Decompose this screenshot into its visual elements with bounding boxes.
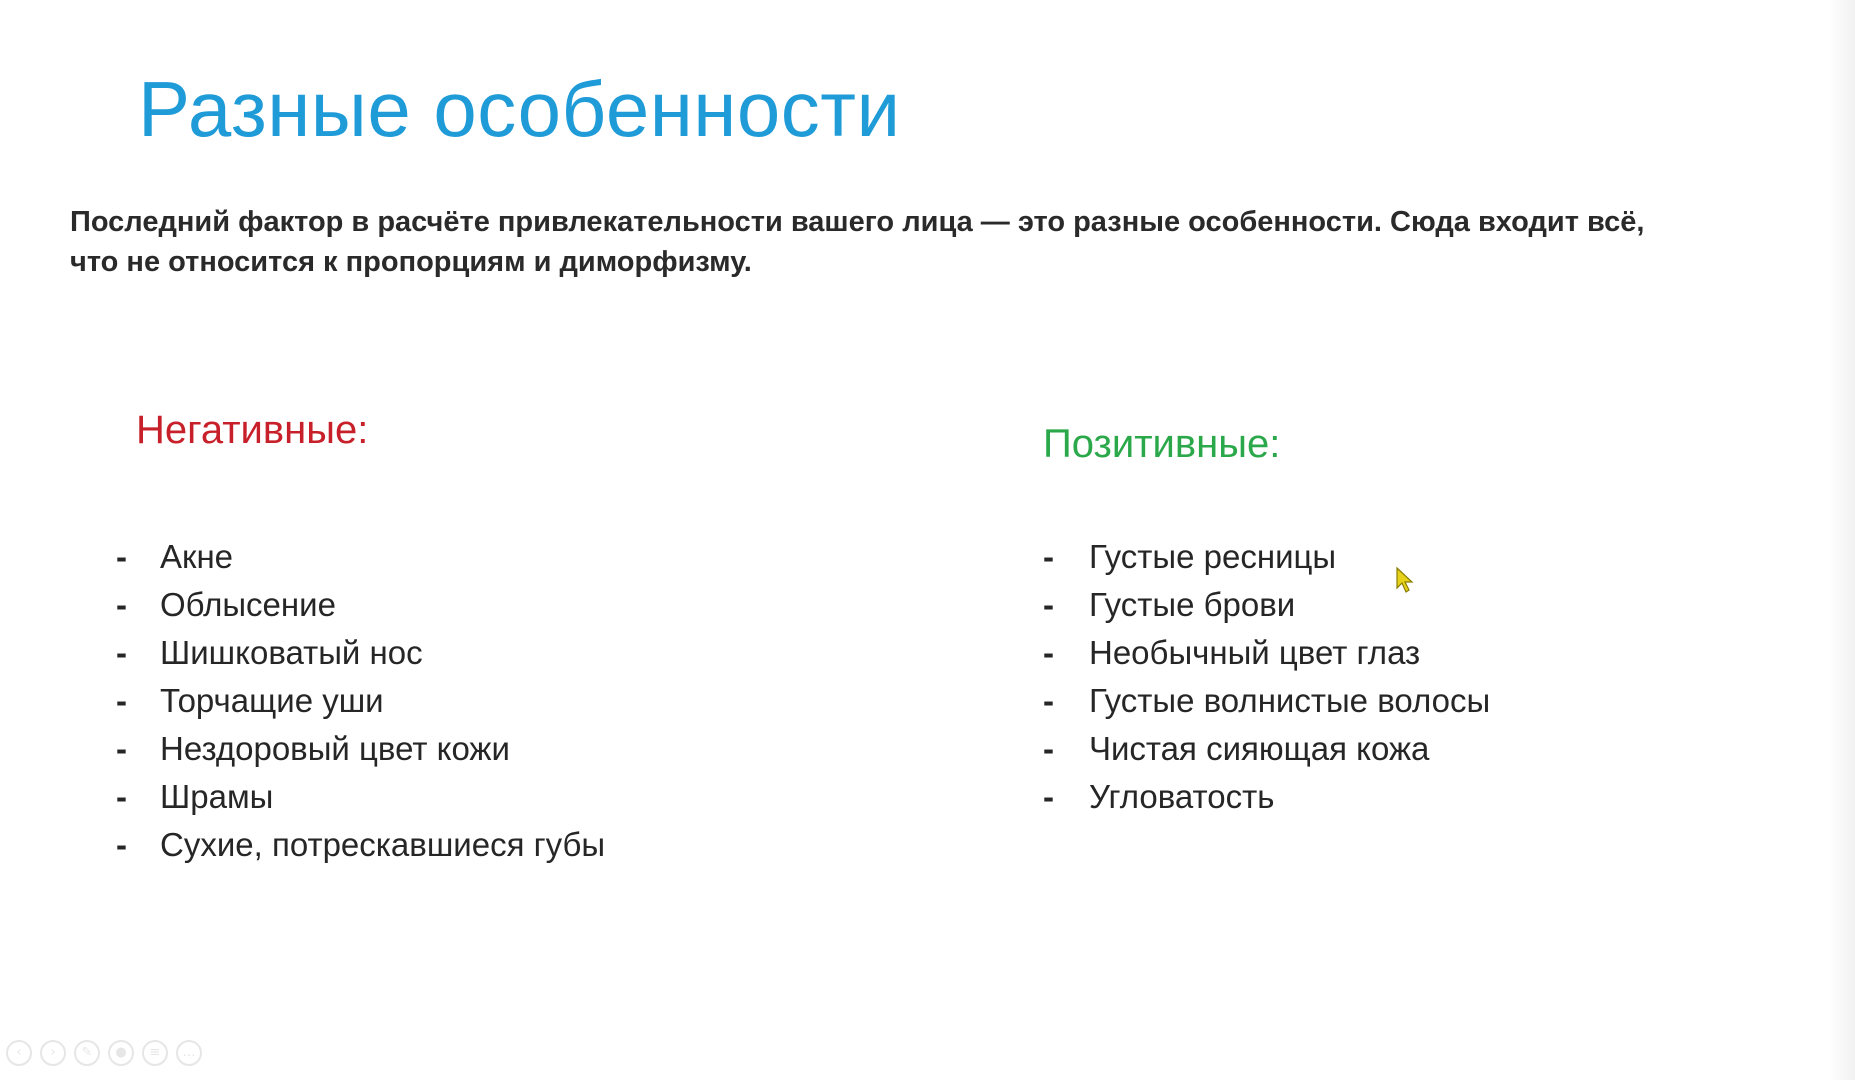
pointer-cursor-icon bbox=[1394, 566, 1416, 594]
list-item-text: Густые брови bbox=[1089, 586, 1296, 623]
list-item bbox=[1043, 677, 1490, 725]
slide-title: Разные особенности bbox=[138, 65, 901, 153]
list-item-text: Густые ресницы bbox=[1089, 538, 1337, 575]
prev-icon[interactable]: ‹ bbox=[6, 1040, 32, 1066]
pen-icon[interactable]: ✎ bbox=[74, 1040, 100, 1066]
list-item bbox=[1043, 629, 1490, 677]
negative-heading: Негативные: bbox=[136, 408, 369, 452]
list-item-text: Необычный цвет глаз bbox=[1089, 634, 1421, 671]
dash-bullet: - bbox=[116, 826, 127, 863]
dash-bullet: - bbox=[1043, 778, 1054, 815]
list-item bbox=[116, 581, 605, 629]
next-icon[interactable]: › bbox=[40, 1040, 66, 1066]
list-item bbox=[1043, 773, 1490, 821]
list-item-text: Акне bbox=[160, 538, 234, 575]
dash-bullet: - bbox=[116, 682, 127, 719]
slide-edge-shadow bbox=[1829, 0, 1855, 1080]
dash-bullet: - bbox=[116, 586, 127, 623]
dash-bullet: - bbox=[1043, 586, 1054, 623]
list-item-text: Густые волнистые волосы bbox=[1089, 682, 1491, 719]
list-item bbox=[116, 725, 605, 773]
intro-paragraph: Последний фактор в расчёте привлекательности вашего лица — это разные особенности. Сюда входит всё, что не относится к пропорциям и диморфизму. bbox=[70, 206, 1645, 278]
dash-bullet: - bbox=[1043, 682, 1054, 719]
list-item-text: Сухие, потрескавшиеся губы bbox=[160, 826, 606, 863]
dash-bullet: - bbox=[116, 778, 127, 815]
list-item bbox=[1043, 533, 1490, 581]
list-item-text: Шишковатый нос bbox=[160, 634, 423, 671]
menu-icon[interactable]: ≡ bbox=[142, 1040, 168, 1066]
list-item bbox=[116, 773, 605, 821]
list-item-text: Чистая сияющая кожа bbox=[1089, 730, 1430, 767]
list-item-text: Нездоровый цвет кожи bbox=[160, 730, 510, 767]
positive-list bbox=[1043, 533, 1490, 821]
more-icon[interactable]: … bbox=[176, 1040, 202, 1066]
negative-list bbox=[116, 533, 605, 869]
list-item bbox=[1043, 581, 1490, 629]
list-item-text: Облысение bbox=[160, 586, 336, 623]
dash-bullet: - bbox=[116, 538, 127, 575]
dash-bullet: - bbox=[116, 730, 127, 767]
dash-bullet: - bbox=[116, 634, 127, 671]
list-item bbox=[116, 821, 605, 869]
list-item bbox=[1043, 725, 1490, 773]
list-item bbox=[116, 629, 605, 677]
presentation-controls[interactable] bbox=[6, 1040, 202, 1066]
list-item-text: Угловатость bbox=[1089, 778, 1275, 815]
list-item-text: Шрамы bbox=[160, 778, 274, 815]
list-item bbox=[116, 677, 605, 725]
dash-bullet: - bbox=[1043, 538, 1054, 575]
positive-heading: Позитивные: bbox=[1043, 422, 1281, 466]
dash-bullet: - bbox=[1043, 730, 1054, 767]
dash-bullet: - bbox=[1043, 634, 1054, 671]
list-item-text: Торчащие уши bbox=[160, 682, 384, 719]
pointer-icon[interactable]: ● bbox=[108, 1040, 134, 1066]
list-item bbox=[116, 533, 605, 581]
